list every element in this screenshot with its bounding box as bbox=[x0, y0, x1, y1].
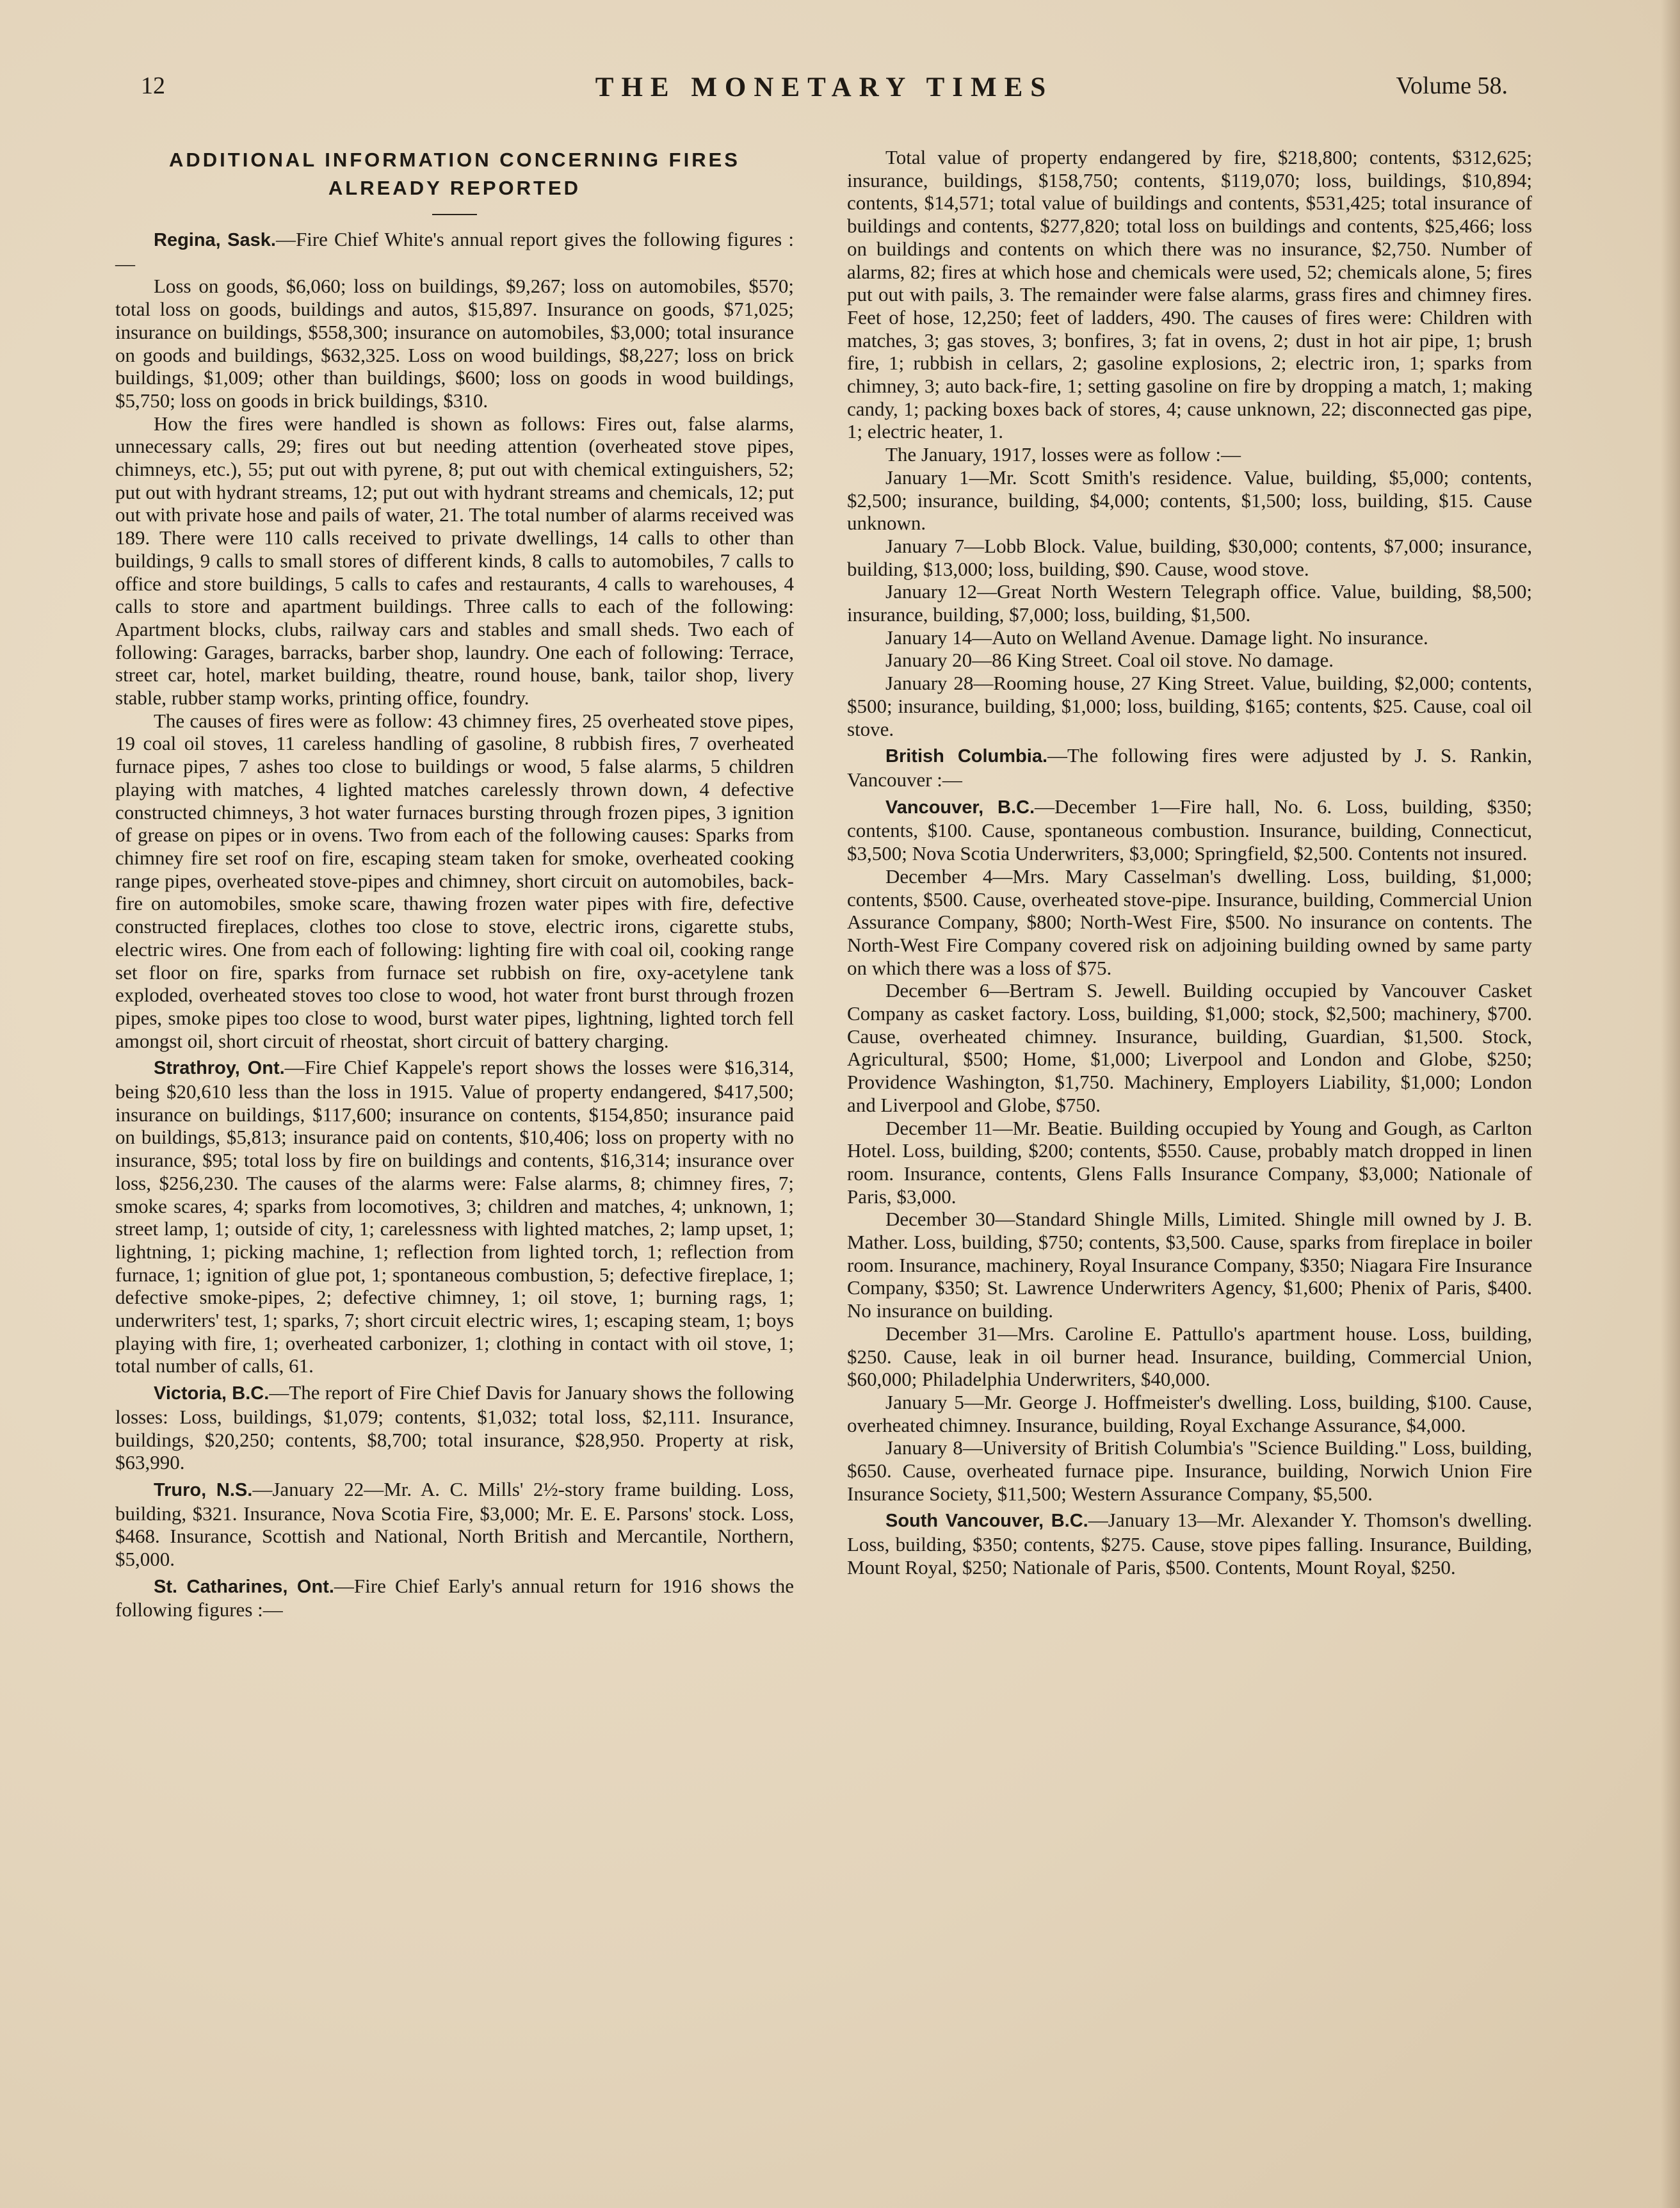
paragraph-text: —Fire Chief Early's annual return for 1916 shows the following figures :— bbox=[115, 1574, 794, 1621]
article-heading-line-2: ALREADY REPORTED bbox=[328, 177, 581, 199]
place-heading: British Columbia. bbox=[885, 746, 1048, 767]
place-heading: Vancouver, B.C. bbox=[885, 797, 1035, 818]
paragraph-text: —The report of Fire Chief Davis for January shows the following losses: Loss, buildings, $1,079; contents, $1,032; total loss, $2,111. Insurance, buildings, $20,250; contents, $8,700; total insurance, $28,950. Property at risk, $63,990. bbox=[115, 1381, 794, 1474]
article-paragraph bbox=[115, 1381, 794, 1474]
paragraph-text: January 28—Rooming house, 27 King Street. Value, building, $2,000; contents, $500; insurance, building, $1,000; loss, building, $165; contents, $25. Cause, coal oil stove. bbox=[847, 672, 1532, 740]
paragraph-text: —January 22—Mr. A. C. Mills' 2½-story frame building. Loss, building, $321. Insurance, Nova Scotia Fire, $3,000; Mr. E. E. Parsons' stock. Loss, $468. Insurance, Scottish and National, North British and Mercantile, Northern, $5,000. bbox=[115, 1477, 794, 1571]
article-paragraph bbox=[847, 1436, 1532, 1505]
article-paragraph bbox=[115, 228, 794, 275]
volume-label: Volume 58. bbox=[1396, 72, 1508, 99]
article-paragraph bbox=[115, 1056, 794, 1377]
paragraph-text: January 8—University of British Columbia's "Science Building." Loss, building, $650. Cause, overheated furnace pipe. Insurance, building, Norwich Union Fire Insurance Society, $11,500; Western Assurance Company, $5,500. bbox=[847, 1436, 1532, 1505]
article-paragraph bbox=[115, 412, 794, 710]
page-header bbox=[141, 72, 1508, 110]
article-heading-line-1: ADDITIONAL INFORMATION CONCERNING FIRES bbox=[169, 149, 740, 171]
article-paragraph bbox=[847, 1117, 1532, 1208]
page-number: 12 bbox=[141, 72, 165, 99]
article-paragraph bbox=[115, 710, 794, 1053]
paragraph-text: December 6—Bertram S. Jewell. Building occupied by Vancouver Casket Company as casket factory. Loss, building, $1,000; stock, $2,500; machinery, $700. Cause, overheated chimney. Insurance, building, Guardian, $1,500. Stock, Agricultural, $500; Home, $1,000; Liverpool and London and Globe, $250; Providence Washington, $1,750. Machinery, Employers Liability, $1,000; London and Liverpool and Globe, $750. bbox=[847, 979, 1532, 1116]
paragraph-text: How the fires were handled is shown as follows: Fires out, false alarms, unnecessary calls, 29; fires out but needing attention (overheated stove pipes, chimneys, etc.), 55; put out with pyrene, 8; put out with chemical extinguishers, 52; put out with hydrant streams, 12; put out with hydrant streams and chemicals, 12; put out with private hose and pails of water, 21. The total number of alarms received was 189. There were 110 calls received to private dwellings, 14 calls to other than buildings, 9 calls to small stores of different kinds, 8 calls to automobiles, 7 calls to office and store buildings, 5 calls to cafes and restaurants, 4 calls to warehouses, 4 calls to store and apartment buildings. Three calls to each of the following: Apartment blocks, clubs, railway cars and stables and small sheds. Two each of following: Garages, barracks, barber shop, laundry. One each of following: Terrace, street car, hotel, market building, theatre, round house, bank, tailor shop, livery stable, rubber stamp works, printing office, foundry. bbox=[115, 412, 794, 710]
paragraph-text: —Fire Chief White's annual report gives the following figures :— bbox=[115, 228, 794, 275]
paragraph-text: —The following fires were adjusted by J. S. Rankin, Vancouver :— bbox=[847, 744, 1532, 791]
paragraph-text: January 5—Mr. George J. Hoffmeister's dwelling. Loss, building, $100. Cause, overheated chimney. Insurance, building, Royal Exchange Assurance, $4,000. bbox=[847, 1390, 1532, 1436]
article-paragraph bbox=[115, 275, 794, 412]
article-paragraph bbox=[847, 1322, 1532, 1391]
article-paragraph bbox=[115, 1575, 794, 1621]
article-paragraph bbox=[847, 580, 1532, 626]
paragraph-text: January 1—Mr. Scott Smith's residence. Value, building, $5,000; contents, $2,500; insurance, building, $4,000; contents, $1,500; loss, building, $15. Cause unknown. bbox=[847, 466, 1532, 535]
article-paragraph bbox=[115, 1478, 794, 1571]
paragraph-text: —Fire Chief Kappele's report shows the losses were $16,314, being $20,610 less than the loss in 1915. Value of property endangered, $417,500; insurance on buildings, $117,600; insurance on contents, $154,850; insurance paid on buildings, $5,813; insurance paid on contents, $10,406; loss on property with no insurance, $95; total loss by fire on buildings and contents, $16,314; insurance over loss, $256,230. The causes of the alarms were: False alarms, 8; chimney fires, 7; smoke scares, 4; sparks from locomotives, 3; children and matches, 4; unknown, 1; street lamp, 1; outside of city, 1; carelessness with lighted matches, 2; lamp upset, 1; lightning, 1; picking machine, 1; reflection from lighted torch, 1; reflection from furnace, 1; ignition of glue pot, 1; spontaneous combustion, 5; defective fireplace, 1; defective smoke-pipes, 2; defective chimney, 1; oil stove, 1; burning rags, 1; underwriters' test, 1; sparks, 7; short circuit electric wires, 1; escaping steam, 1; boys playing with fire, 1; overheated carbonizer, 1; clothing in contact with oil stove, 1; total number of calls, 61. bbox=[115, 1056, 794, 1377]
paragraph-text: January 14—Auto on Welland Avenue. Damage light. No insurance. bbox=[885, 626, 1428, 649]
place-heading: Regina, Sask. bbox=[154, 230, 276, 250]
place-heading: Strathroy, Ont. bbox=[154, 1058, 285, 1079]
article-paragraph bbox=[847, 535, 1532, 580]
article-paragraph bbox=[847, 443, 1532, 466]
article-paragraph bbox=[847, 626, 1532, 649]
paragraph-text: Total value of property endangered by fire, $218,800; contents, $312,625; insurance, buildings, $158,750; contents, $119,070; loss, buildings, $10,894; contents, $14,571; total value of buildings and contents, $531,425; total insurance of buildings and contents, $277,820; total loss on buildings and contents, $25,466; loss on buildings and contents on which there was no insurance, $2,750. Number of alarms, 82; fires at which hose and chemicals were used, 52; chemicals alone, 5; fires put out with pails, 3. The remainder were false alarms, grass fires and chimney fires. Feet of hose, 12,250; feet of ladders, 490. The causes of fires were: Children with matches, 3; gas stoves, 3; bonfires, 3; fat in ovens, 2; dust in hot air pipe, 1; brush fire, 1; rubbish in cellars, 2; gasoline explosions, 2; electric iron, 1; sparks from chimney, 3; auto back-fire, 1; setting gasoline on fire by dropping a match, 1; making candy, 1; packing boxes back of stores, 4; cause unknown, 22; disconnected gas pipe, 1; electric heater, 1. bbox=[847, 146, 1532, 443]
article-paragraph bbox=[847, 865, 1532, 980]
right-column bbox=[847, 146, 1532, 1579]
paragraph-text: January 20—86 King Street. Coal oil stove. No damage. bbox=[885, 649, 1334, 672]
article-paragraph bbox=[847, 466, 1532, 535]
article-paragraph bbox=[847, 979, 1532, 1116]
article-paragraph bbox=[847, 672, 1532, 740]
paragraph-text: Loss on goods, $6,060; loss on buildings, $9,267; loss on automobiles, $570; total loss on goods, buildings and autos, $15,897. Insurance on goods, $71,025; insurance on buildings, $558,300; insurance on automobiles, $3,000; total insurance on goods and buildings, $632,325. Loss on wood buildings, $8,227; loss on brick buildings, $1,009; other than buildings, $600; loss on goods in wood buildings, $5,750; loss on goods in brick buildings, $310. bbox=[115, 275, 794, 412]
paragraph-text: The causes of fires were as follow: 43 chimney fires, 25 overheated stove pipes, 19 coal oil stoves, 11 careless handling of gasoline, 8 rubbish fires, 7 overheated furnace pipes, 7 ashes too close to buildings or wood, 5 false alarms, 5 children playing with matches, 4 lighted matches carelessly thrown down, 4 defective constructed chimneys, 3 hot water furnaces bursting through frozen pipes, 3 ignition of grease on pipes or in ovens. Two from each of the following causes: Sparks from chimney fire set roof on fire, escaping steam taken for smoke, overheated cooking range pipes, overheated stove-pipes and chimney, short circuit on automobiles, back-fire on automobiles, smoke scare, thawing frozen water pipes with fire, defective constructed fireplaces, clothes too close to stove, electric irons, cigarette stubs, electric wires. One from each of following: lighting fire with coal oil, cooking range set floor on fire, sparks from furnace set rubbish on fire, oxy-acetylene tank exploded, overheated stoves too close to wood, hot water front burst through frozen pipes, smoke pipes too close to wood, burst water pipes, lightning, lighted torch fell amongst oil, short circuit of rheostat, short circuit of battery charging. bbox=[115, 709, 794, 1052]
place-heading: St. Catharines, Ont. bbox=[154, 1576, 334, 1597]
paragraph-text: January 12—Great North Western Telegraph office. Value, building, $8,500; insurance, building, $7,000; loss, building, $1,500. bbox=[847, 580, 1532, 626]
paragraph-text: December 4—Mrs. Mary Casselman's dwelling. Loss, building, $1,000; contents, $500. Cause, overheated stove-pipe. Insurance, building, Commercial Union Assurance Company, $800; North-West Fire, $500. No insurance on contents. The North-West Fire Company covered risk on adjoining building owned by same party on which there was a loss of $75. bbox=[847, 865, 1532, 979]
paragraph-text: December 11—Mr. Beatie. Building occupied by Young and Gough, as Carlton Hotel. Loss, building, $200; contents, $550. Cause, probably match dropped in linen room. Insurance, contents, Glens Falls Insurance Company, $3,000; Nationale of Paris, $3,000. bbox=[847, 1116, 1532, 1208]
heading-rule bbox=[432, 214, 477, 215]
place-heading: Truro, N.S. bbox=[154, 1479, 253, 1500]
article-paragraph bbox=[847, 744, 1532, 791]
page-edge-shadow bbox=[1661, 0, 1680, 2208]
article-paragraph bbox=[847, 649, 1532, 672]
left-column bbox=[115, 146, 794, 1621]
article-paragraph bbox=[847, 146, 1532, 443]
paragraph-text: —December 1—Fire hall, No. 6. Loss, building, $350; contents, $100. Cause, spontaneous combustion. Insurance, building, Connecticut, $3,500; Nova Scotia Underwriters, $3,000; Springfield, $2,500. Contents not insured. bbox=[847, 795, 1532, 865]
paragraph-text: —January 13—Mr. Alexander Y. Thomson's dwelling. Loss, building, $350; contents, $275. Cause, stove pipes falling. Insurance, Building, Mount Royal, $250; Nationale of Paris, $500. Contents, Mount Royal, $250. bbox=[847, 1509, 1532, 1579]
paragraph-text: The January, 1917, losses were as follow :— bbox=[885, 443, 1241, 466]
place-heading: South Vancouver, B.C. bbox=[885, 1511, 1088, 1532]
journal-title: THE MONETARY TIMES bbox=[595, 72, 1054, 102]
place-heading: Victoria, B.C. bbox=[154, 1383, 270, 1404]
paragraph-text: December 30—Standard Shingle Mills, Limited. Shingle mill owned by J. B. Mather. Loss, building, $750; contents, $3,500. Cause, sparks from fireplace in boiler room. Insurance, machinery, Royal Insurance Company, $350; Niagara Fire Insurance Company, $350; St. Lawrence Underwriters Agency, $1,600; Phenix of Paris, $400. No insurance on building. bbox=[847, 1208, 1532, 1322]
article-paragraph bbox=[847, 1391, 1532, 1436]
article-paragraph bbox=[847, 1208, 1532, 1322]
paragraph-text: January 7—Lobb Block. Value, building, $30,000; contents, $7,000; insurance, building, $13,000; loss, building, $90. Cause, wood stove. bbox=[847, 534, 1532, 580]
article-paragraph bbox=[847, 1509, 1532, 1579]
paragraph-text: December 31—Mrs. Caroline E. Pattullo's apartment house. Loss, building, $250. Cause, leak in oil burner head. Insurance, building, Commercial Union, $60,000; Philadelphia Underwriters, $40,000. bbox=[847, 1322, 1532, 1391]
article-paragraph bbox=[847, 795, 1532, 865]
